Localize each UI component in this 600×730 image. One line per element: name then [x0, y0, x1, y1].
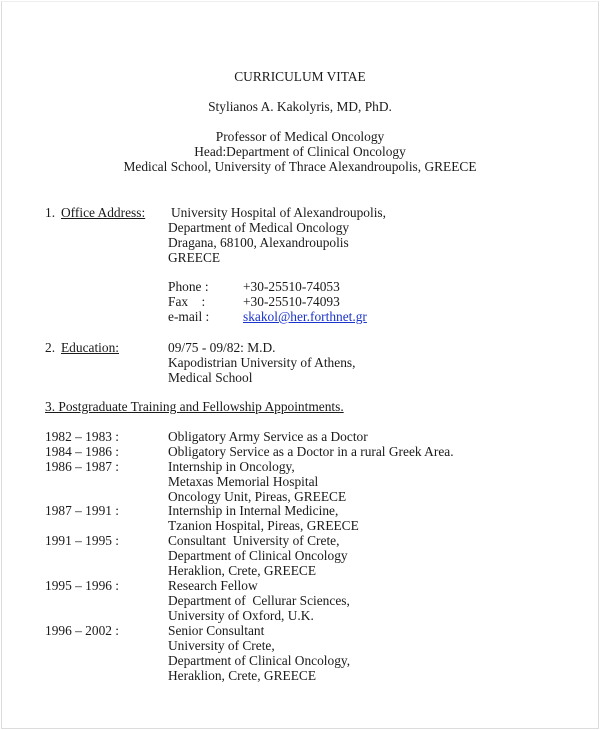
training-line: Department of Cellurar Sciences,: [168, 593, 350, 608]
training-line: Consultant University of Crete,: [168, 533, 340, 548]
training-line: Obligatory Service as a Doctor in a rural Greek Area.: [168, 444, 454, 459]
training-line: Internship in Internal Medicine,: [168, 503, 339, 518]
training-line: Senior Consultant: [168, 623, 265, 638]
training-line: Research Fellow: [168, 578, 258, 593]
education-line: Medical School: [168, 370, 253, 385]
person-name: Stylianos A. Kakolyris, MD, PhD.: [208, 99, 392, 114]
section-label-education: Education:: [61, 340, 120, 355]
address-line: GREECE: [168, 250, 221, 265]
training-line: Oncology Unit, Pireas, GREECE: [168, 489, 347, 504]
training-period: 1987 – 1991 :: [45, 503, 120, 518]
training-line: Heraklion, Crete, GREECE: [168, 668, 317, 683]
training-line: Heraklion, Crete, GREECE: [168, 563, 317, 578]
position-line: Medical School, University of Thrace Alexandroupolis, GREECE: [123, 159, 477, 174]
training-line: Department of Clinical Oncology: [168, 548, 348, 563]
address-line: Dragana, 68100, Alexandroupolis: [168, 235, 349, 250]
position-line: Head:Department of Clinical Oncology: [194, 144, 406, 159]
training-line: University of Oxford, U.K.: [168, 608, 314, 623]
phone-value: +30-25510-74053: [243, 279, 340, 294]
training-line: University of Crete,: [168, 638, 275, 653]
address-line: University Hospital of Alexandroupolis,: [171, 205, 386, 220]
training-period: 1996 – 2002 :: [45, 623, 120, 638]
training-period: 1986 – 1987 :: [45, 459, 120, 474]
email-link[interactable]: skakol@her.forthnet.gr: [243, 309, 367, 324]
training-line: Obligatory Army Service as a Doctor: [168, 429, 368, 444]
address-line: Department of Medical Oncology: [168, 220, 350, 235]
training-line: Internship in Oncology,: [168, 459, 295, 474]
cv-page: [1, 1, 599, 729]
section-number: 2.: [45, 340, 56, 355]
fax-label: Fax :: [168, 294, 206, 309]
section-number: 1.: [45, 205, 56, 220]
education-line: 09/75 - 09/82: M.D.: [168, 340, 276, 355]
education-line: Kapodistrian University of Athens,: [168, 355, 356, 370]
section-label-office-address: Office Address:: [61, 205, 146, 220]
training-period: 1991 – 1995 :: [45, 533, 120, 548]
training-period: 1984 – 1986 :: [45, 444, 120, 459]
document-title: CURRICULUM VITAE: [234, 69, 366, 84]
training-line: Department of Clinical Oncology,: [168, 653, 351, 668]
training-line: Tzanion Hospital, Pireas, GREECE: [168, 518, 359, 533]
training-line: Metaxas Memorial Hospital: [168, 474, 319, 489]
phone-label: Phone :: [168, 279, 209, 294]
email-label: e-mail :: [168, 309, 210, 324]
position-line: Professor of Medical Oncology: [215, 129, 385, 144]
training-period: 1982 – 1983 :: [45, 429, 120, 444]
fax-value: +30-25510-74093: [243, 294, 340, 309]
section-heading-training: 3. Postgraduate Training and Fellowship Appointments.: [45, 399, 344, 414]
training-period: 1995 – 1996 :: [45, 578, 120, 593]
